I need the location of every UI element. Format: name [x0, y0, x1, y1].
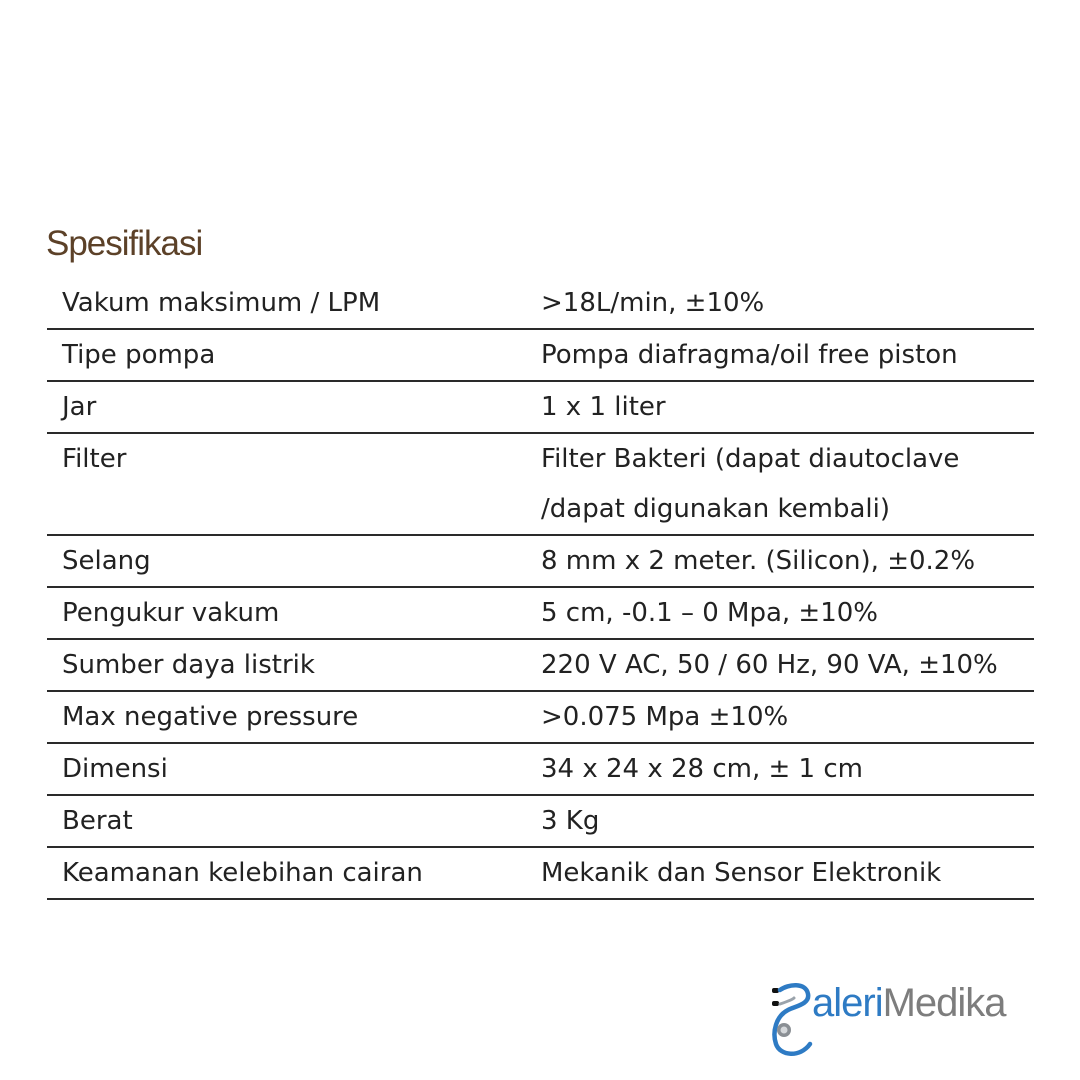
- spec-table: [47, 278, 1034, 900]
- spec-row: [47, 278, 1034, 330]
- galeri-medika-logo: [766, 980, 1036, 1060]
- spec-label: Selang: [62, 546, 151, 576]
- spec-label: Tipe pompa: [62, 340, 216, 370]
- spec-row: [47, 796, 1034, 848]
- spec-value: [527, 434, 1034, 534]
- spec-label: Jar: [62, 392, 97, 422]
- spec-value: [527, 588, 1034, 638]
- logo-text-galeri: aleri: [812, 981, 883, 1025]
- spec-value-line: Pompa diafragma/oil free piston: [541, 340, 958, 370]
- spec-value: [527, 744, 1034, 794]
- spec-value: [527, 848, 1034, 898]
- spec-value-line: 1 x 1 liter: [541, 392, 666, 422]
- spec-label: Vakum maksimum / LPM: [62, 288, 381, 318]
- spec-row: [47, 536, 1034, 588]
- logo-text-medika: Medika: [882, 981, 1006, 1025]
- spec-row: [47, 588, 1034, 640]
- spec-label: Sumber daya listrik: [62, 650, 315, 680]
- spec-value-line: 5 cm, -0.1 – 0 Mpa, ±10%: [541, 598, 878, 628]
- spec-row: [47, 434, 1034, 536]
- page-title: Spesifikasi: [46, 224, 203, 263]
- logo-text: [812, 980, 1006, 1026]
- spec-value-line: >18L/min, ±10%: [541, 288, 765, 318]
- spec-value: [527, 640, 1034, 690]
- spec-value-line: 3 Kg: [541, 806, 600, 836]
- spec-row: [47, 330, 1034, 382]
- spec-value-line: 220 V AC, 50 / 60 Hz, 90 VA, ±10%: [541, 650, 998, 680]
- spec-label: Dimensi: [62, 754, 168, 784]
- spec-value-line: 8 mm x 2 meter. (Silicon), ±0.2%: [541, 546, 976, 576]
- spec-value-line: /dapat digunakan kembali): [541, 494, 890, 524]
- spec-label: Pengukur vakum: [62, 598, 280, 628]
- spec-label: Max negative pressure: [62, 702, 359, 732]
- spec-value: [527, 796, 1034, 846]
- spec-row: [47, 382, 1034, 434]
- spec-value: [527, 536, 1034, 586]
- spec-label: Filter: [62, 444, 127, 474]
- spec-row: [47, 692, 1034, 744]
- spec-value: [527, 382, 1034, 432]
- spec-value: [527, 278, 1034, 328]
- spec-value: [527, 330, 1034, 380]
- spec-value-line: 34 x 24 x 28 cm, ± 1 cm: [541, 754, 863, 784]
- spec-value-line: Filter Bakteri (dapat diautoclave: [541, 444, 960, 474]
- spec-value-line: >0.075 Mpa ±10%: [541, 702, 789, 732]
- spec-row: [47, 848, 1034, 900]
- spec-value: [527, 692, 1034, 742]
- spec-label: Berat: [62, 806, 133, 836]
- spec-value-line: Mekanik dan Sensor Elektronik: [541, 858, 942, 888]
- spec-label: Keamanan kelebihan cairan: [62, 858, 423, 888]
- spec-row: [47, 744, 1034, 796]
- spec-row: [47, 640, 1034, 692]
